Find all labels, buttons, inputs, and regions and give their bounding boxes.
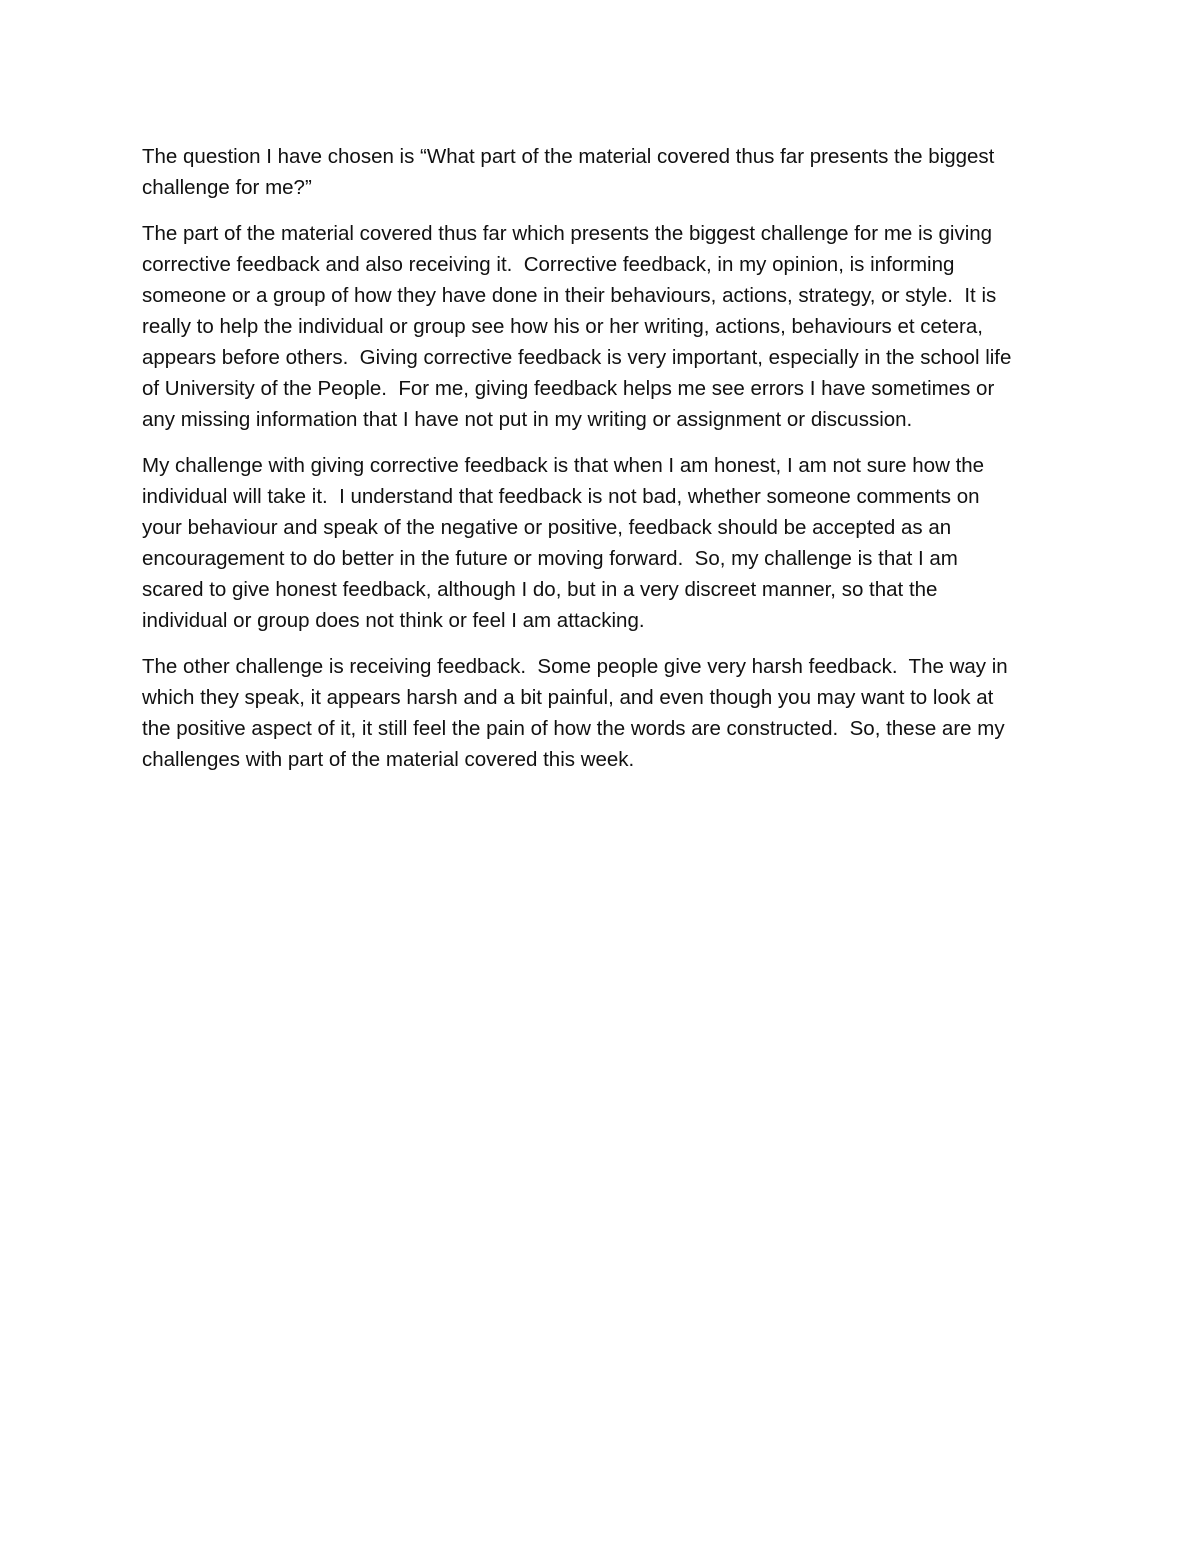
text-line: challenges with part of the material covered this week.	[142, 748, 635, 771]
text-line: of University of the People. For me, giving feedback helps me see errors I have sometimes or	[142, 377, 995, 400]
paragraph-3	[142, 450, 1062, 636]
text-line: The question I have chosen is “What part of the material covered thus far presents the biggest	[142, 145, 995, 168]
text-line: appears before others. Giving corrective feedback is very important, especially in the school life	[142, 346, 1012, 369]
text-line: scared to give honest feedback, although I do, but in a very discreet manner, so that the	[142, 578, 938, 601]
paragraph-4	[142, 651, 1062, 775]
text-line: encouragement to do better in the future or moving forward. So, my challenge is that I am	[142, 547, 958, 570]
paragraph-1	[142, 141, 1062, 203]
text-line: corrective feedback and also receiving it. Corrective feedback, in my opinion, is informing	[142, 253, 955, 276]
text-line: The part of the material covered thus far which presents the biggest challenge for me is giving	[142, 222, 993, 245]
text-line: really to help the individual or group see how his or her writing, actions, behaviours et cetera,	[142, 315, 983, 338]
paragraph-2	[142, 218, 1062, 435]
text-line: The other challenge is receiving feedback. Some people give very harsh feedback. The way in	[142, 655, 1008, 678]
text-line: My challenge with giving corrective feedback is that when I am honest, I am not sure how the	[142, 454, 985, 477]
document-body	[142, 141, 1062, 790]
text-line: which they speak, it appears harsh and a bit painful, and even though you may want to look at	[142, 686, 994, 709]
text-line: your behaviour and speak of the negative or positive, feedback should be accepted as an	[142, 516, 952, 539]
text-line: the positive aspect of it, it still feel the pain of how the words are constructed. So, these are my	[142, 717, 1005, 740]
text-line: individual or group does not think or feel I am attacking.	[142, 609, 645, 632]
text-line: any missing information that I have not put in my writing or assignment or discussion.	[142, 408, 913, 431]
text-line: someone or a group of how they have done in their behaviours, actions, strategy, or style. It is	[142, 284, 997, 307]
text-line: challenge for me?”	[142, 176, 312, 199]
text-line: individual will take it. I understand that feedback is not bad, whether someone comments on	[142, 485, 980, 508]
